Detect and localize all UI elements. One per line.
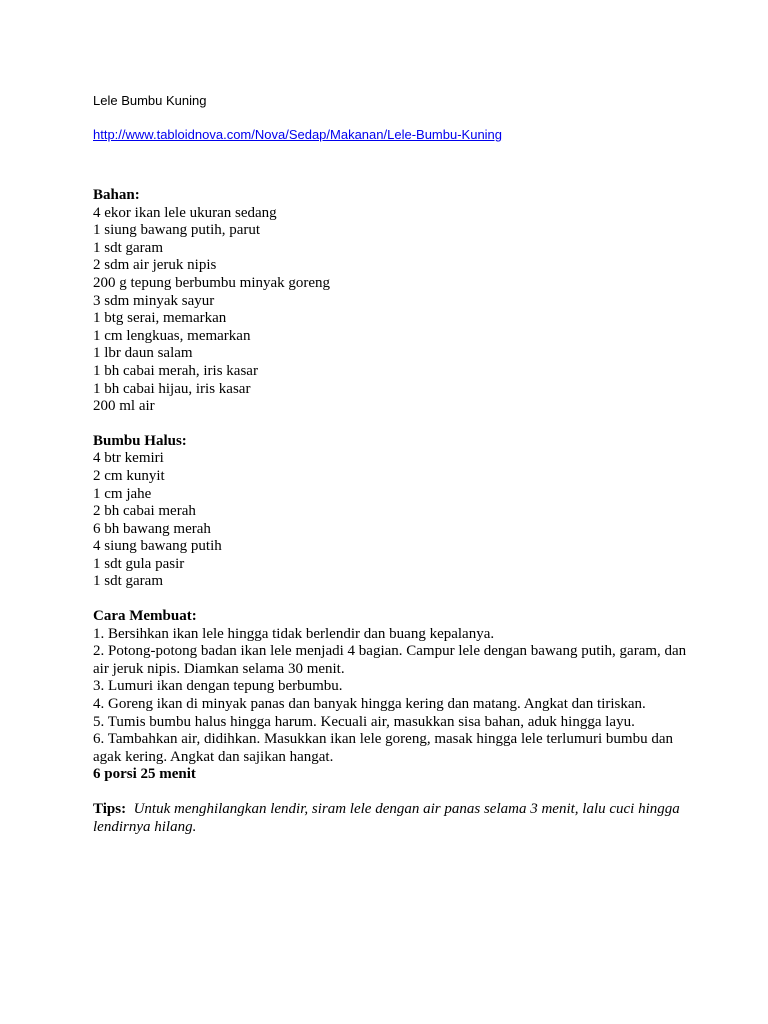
cara-membuat-heading: Cara Membuat:: [93, 608, 197, 625]
list-item: 2 cm kunyit: [93, 467, 165, 484]
list-item: 1 cm lengkuas, memarkan: [93, 327, 251, 344]
cara-membuat-section: [93, 608, 693, 766]
tips-label: Tips:: [93, 801, 127, 817]
list-item: 4 ekor ikan lele ukuran sedang: [93, 204, 277, 221]
list-item: 6 bh bawang merah: [93, 520, 211, 537]
bahan-list: [93, 205, 693, 416]
step-item: 2. Potong-potong badan ikan lele menjadi 4 bagian. Campur lele dengan bawang putih, garam, dan air jeruk nipis. Diamkan selama 30 menit.: [93, 643, 687, 677]
list-item: 1 sdt gula pasir: [93, 555, 185, 572]
bumbu-halus-list: [93, 450, 693, 591]
document-title: Lele Bumbu Kuning: [93, 93, 207, 108]
bahan-heading: Bahan:: [93, 187, 140, 203]
bahan-section: [93, 187, 693, 416]
tips-text: Untuk menghilangkan lendir, siram lele dengan air panas selama 3 menit, lalu cuci hingga lendirnya hilang.: [93, 801, 680, 835]
list-item: 2 bh cabai merah: [93, 503, 196, 520]
list-item: 1 sdt garam: [93, 573, 163, 590]
list-item: 200 g tepung berbumbu minyak goreng: [93, 274, 331, 291]
cara-membuat-steps: [93, 626, 693, 767]
list-item: 1 bh cabai merah, iris kasar: [93, 362, 258, 379]
list-item: 1 cm jahe: [93, 485, 152, 502]
list-item: 2 sdm air jeruk nipis: [93, 257, 217, 274]
document-page: [93, 92, 693, 836]
porsi-line: 6 porsi 25 menit: [93, 766, 196, 783]
bumbu-halus-section: [93, 433, 693, 591]
list-item: 1 bh cabai hijau, iris kasar: [93, 380, 251, 397]
step-item: 1. Bersihkan ikan lele hingga tidak berlendir dan buang kepalanya.: [93, 625, 495, 642]
step-item: 3. Lumuri ikan dengan tepung berbumbu.: [93, 678, 343, 695]
list-item: 1 sdt garam: [93, 239, 163, 256]
step-item: 4. Goreng ikan di minyak panas dan banyak hingga kering dan matang. Angkat dan tiriskan.: [93, 696, 646, 713]
tips-paragraph: [93, 801, 693, 836]
list-item: 1 lbr daun salam: [93, 345, 193, 362]
list-item: 4 btr kemiri: [93, 450, 164, 467]
list-item: 1 btg serai, memarkan: [93, 310, 227, 327]
source-link[interactable]: http://www.tabloidnova.com/Nova/Sedap/Makanan/Lele-Bumbu-Kuning: [93, 127, 503, 142]
list-item: 4 siung bawang putih: [93, 538, 222, 555]
list-item: 1 siung bawang putih, parut: [93, 222, 261, 239]
step-item: 5. Tumis bumbu halus hingga harum. Kecuali air, masukkan sisa bahan, aduk hingga layu.: [93, 713, 635, 730]
list-item: 3 sdm minyak sayur: [93, 292, 215, 309]
bumbu-halus-heading: Bumbu Halus:: [93, 432, 187, 449]
step-item: 6. Tambahkan air, didihkan. Masukkan ikan lele goreng, masak hingga lele terlumuri bumbu dan agak kering. Angkat dan sajikan hangat.: [93, 731, 674, 765]
list-item: 200 ml air: [93, 398, 155, 415]
